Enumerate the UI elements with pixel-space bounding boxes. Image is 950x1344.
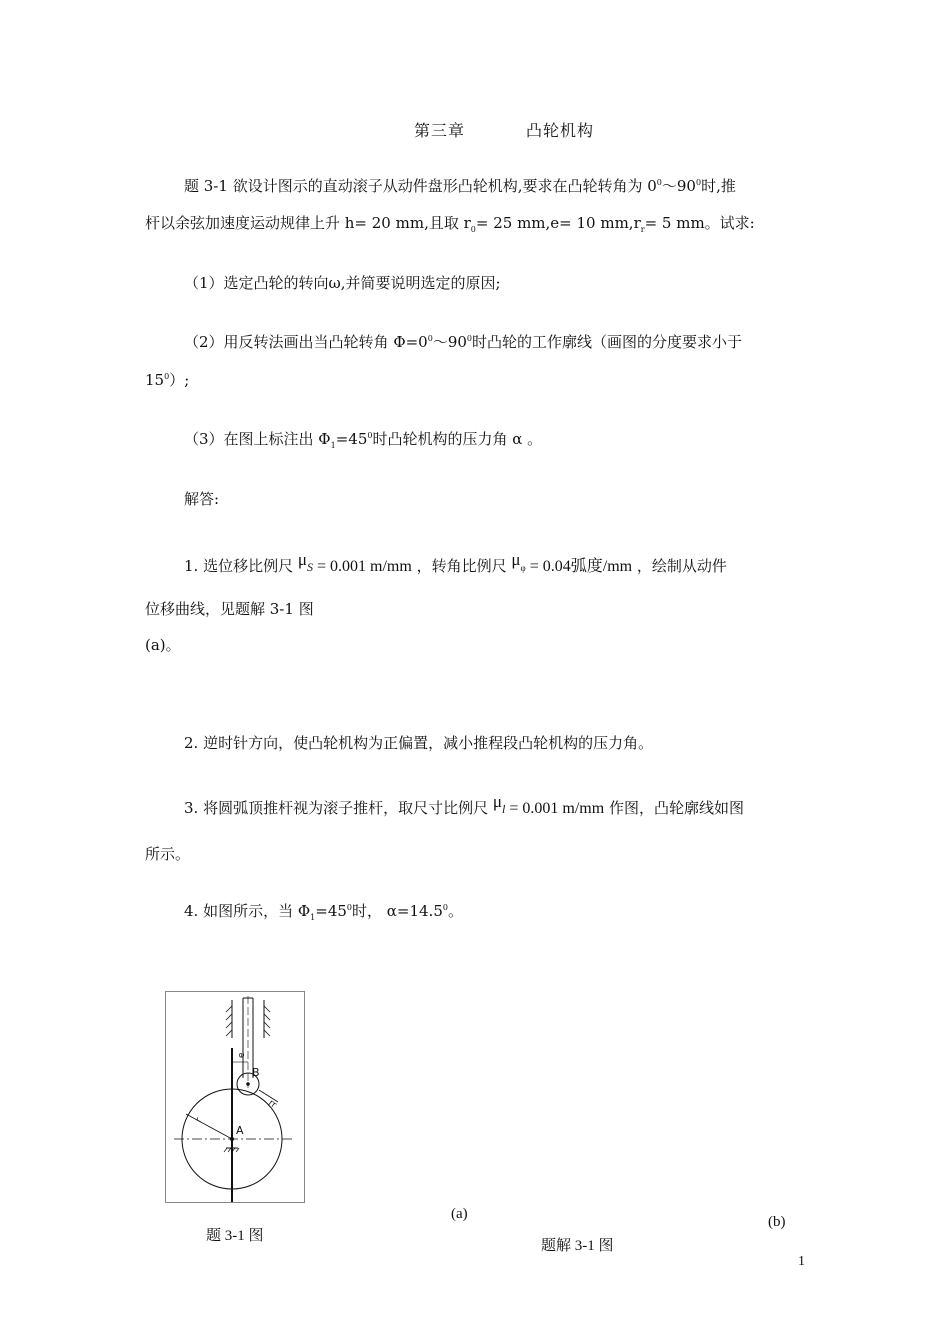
question-2: （2）用反转法画出当凸轮转角 $\Phi=0^0\sim 90^0$时凸轮的工作廓线（画图的分度要求小于 <box>184 333 743 351</box>
problem-line-2: 杆以余弦加速度运动规律上升 h= 20 mm,且取 $r_0= 25$ mm,e= 10 $mm,r_r= 5$ mm。试求: <box>145 214 755 234</box>
caption-a: (a) <box>451 1206 468 1222</box>
guide-hatch-right <box>264 1006 270 1036</box>
answer-1: 1. 选位移比例尺 μS = 0.001 m/mm ，转角比例尺 μφ = 0.04弧度/mm ，绘制从动件 <box>184 550 727 575</box>
answer-2: 2. 逆时针方向，使凸轮机构为正偏置，减小推程段凸轮机构的压力角。 <box>184 734 654 752</box>
caption-solution-figure: 题解 3-1 图 <box>541 1238 614 1254</box>
cam-center <box>230 1137 234 1141</box>
displacement-scale: μS = 0.001 m/mm <box>297 550 412 575</box>
chapter-title: 凸轮机构 <box>526 121 595 140</box>
page-number: 1 <box>798 1254 805 1269</box>
cam-mechanism-figure <box>165 991 305 1203</box>
caption-problem-figure: 题 3-1 图 <box>206 1228 264 1244</box>
label-e: e <box>237 1052 247 1058</box>
problem-line-1: 题 3-1 欲设计图示的直动滚子从动件盘形凸轮机构,要求在凸轮转角为 $0^0\sim 90^0$时,推 <box>184 177 736 195</box>
length-scale: μl = 0.001 m/mm <box>492 792 605 817</box>
roller-center <box>246 1082 250 1086</box>
question-1: （1）选定凸轮的转向ω,并简要说明选定的原因; <box>184 274 501 292</box>
answer-1-line-3: (a)。 <box>145 636 181 654</box>
label-A: A <box>236 1124 244 1137</box>
answer-3: 3. 将圆弧顶推杆视为滚子推杆，取尺寸比例尺 μl = 0.001 m/mm 作图，凸轮廓线如图 <box>184 792 744 817</box>
cam-diagram <box>166 992 304 1202</box>
label-r0: r <box>193 1116 205 1125</box>
answer-1-line-2: 位移曲线，见题解 3-1 图 <box>145 600 314 618</box>
angle-scale: μφ = 0.04弧度/mm <box>511 550 633 575</box>
answer-4: 4. 如图所示，当 $\Phi_1=45^0$时， $\alpha=14.5^0$。 <box>184 902 463 922</box>
answer-3-line-2: 所示。 <box>145 845 191 863</box>
base-radius-line <box>186 1114 232 1139</box>
label-B: B <box>252 1066 260 1079</box>
guide-hatch-left <box>226 1006 232 1036</box>
label-rr: rr <box>266 1098 278 1111</box>
question-3: （3）在图上标注出 $\Phi_1=45^0$时凸轮机构的压力角 α 。 <box>184 430 543 450</box>
answer-heading: 解答: <box>184 490 220 508</box>
caption-b: (b) <box>768 1214 786 1230</box>
question-2-continued: $15^0$）; <box>145 371 190 389</box>
chapter-number: 第三章 <box>414 121 466 140</box>
